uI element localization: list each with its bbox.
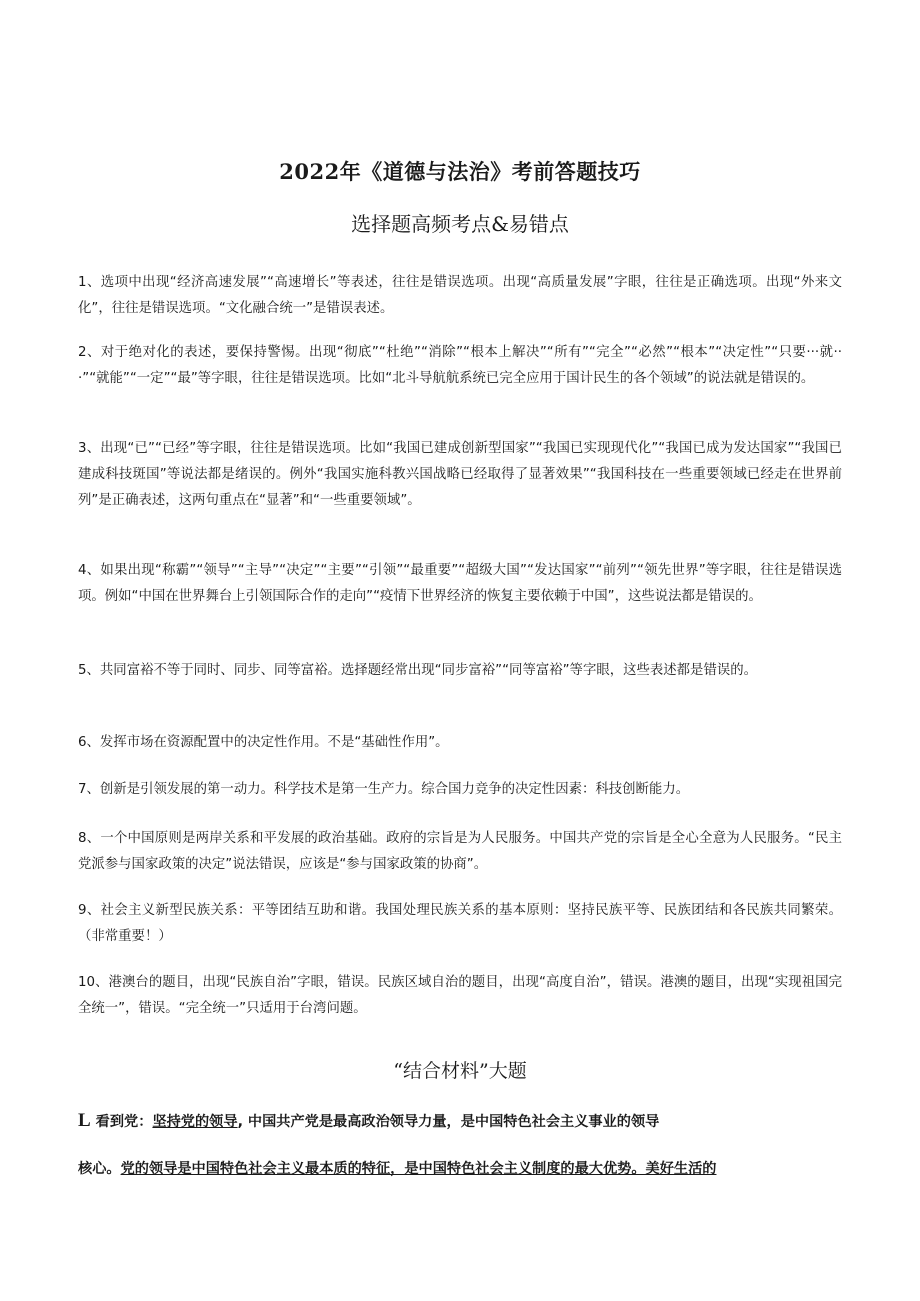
paragraph-text: 核心。 (78, 1161, 121, 1177)
paragraph-number: L (78, 1110, 91, 1131)
list-item: 2、对于绝对化的表述，要保持警惕。出现“彻底”“杜绝”“消除”“根本上解决”“所有”“完全”“必然”“根本”“决定性”“只要···就···”“就能”“一定”“最”等字眼，往往是错误选项。比如“北斗导航航系统已完全应用于国计民生的各个领域”的说法就是错误的。 (78, 345, 842, 386)
underlined-phrase: 坚持党的领导 (152, 1114, 238, 1130)
colon: ： (138, 1114, 153, 1130)
paragraph-lead: 看到党 (95, 1114, 139, 1130)
list-item: 4、如果出现“称霸”“领导”“主导”“决定”“主要”“引领”“最重要”“超级大国”“发达国家”“前列”“领先世界”等字眼，往往是错误选项。例如“中国在世界舞台上引领国际合作的走向”“疫情下世界经济的恢复主要依赖于中国”，这些说法都是错误的。 (78, 563, 842, 604)
list-item: 8、一个中国原则是两岸关系和平发展的政治基础。政府的宗旨是为人民服务。中国共产党的宗旨是全心全意为人民服务。“民主党派参与国家政策的决定”说法错误，应该是“参与国家政策的协商”。 (78, 831, 842, 872)
list-item: 5、共同富裕不等于同时、同步、同等富裕。选择题经常出现“同步富裕”“同等富裕”等字眼，这些表述都是错误的。 (78, 663, 758, 678)
list-item: 7、创新是引领发展的第一动力。科学技术是第一生产力。综合国力竞争的决定性因素：科技创断能力。 (78, 782, 690, 797)
paragraph-text: , 中国共产党是最高政治领导力量，是中国特色社会主义事业的领导 (237, 1114, 660, 1130)
list-item: 9、社会主义新型民族关系：平等团结互助和谐。我国处理民族关系的基本原则：坚持民族平等、民族团结和各民族共同繁荣。（非常重要！） (78, 903, 842, 944)
section-heading-choice-questions: 选择题高频考点&易错点 (351, 212, 569, 236)
list-item: 1、选项中出现“经济高速发展”“高速增长”等表述，往往是错误选项。出现“高质量发展”字眼，往往是正确选项。出现“外来文化”，往往是错误选项。“文化融合统一”是错误表述。 (78, 275, 842, 316)
underlined-phrase: 党的领导是中国特色社会主义最本质的特征，是中国特色社会主义制度的最大优势。美好生活的 (120, 1161, 717, 1177)
document-title: 2022年《道德与法治》考前答题技巧 (279, 159, 641, 184)
list-item: 10、港澳台的题目，出现“民族自治”字眼，错误。民族区域自治的题目，出现“高度自治”，错误。港澳的题目，出现“实现祖国完全统一”，错误。“完全统一”只适用于台湾问题。 (78, 975, 842, 1016)
section-heading-material-questions: “结合材料”大题 (393, 1060, 527, 1082)
material-paragraph-line-1 (78, 1110, 848, 1133)
list-item: 6、发挥市场在资源配置中的决定性作用。不是“基础性作用”。 (78, 735, 449, 750)
material-paragraph-line-2 (78, 1158, 848, 1180)
list-item: 3、出现“已”“已经”等字眼，往往是错误选项。比如“我国已建成创新型国家”“我国已实现现代化”“我国已成为发达国家”“我国已建成科技斑国”等说法都是绪误的。例外“我国实施科教兴国战略已经取得了显著效果”“我国科技在一些重要领域已经走在世界前列”是正确表述，这两句重点在“显著”和“一些重要领域”。 (78, 441, 842, 508)
